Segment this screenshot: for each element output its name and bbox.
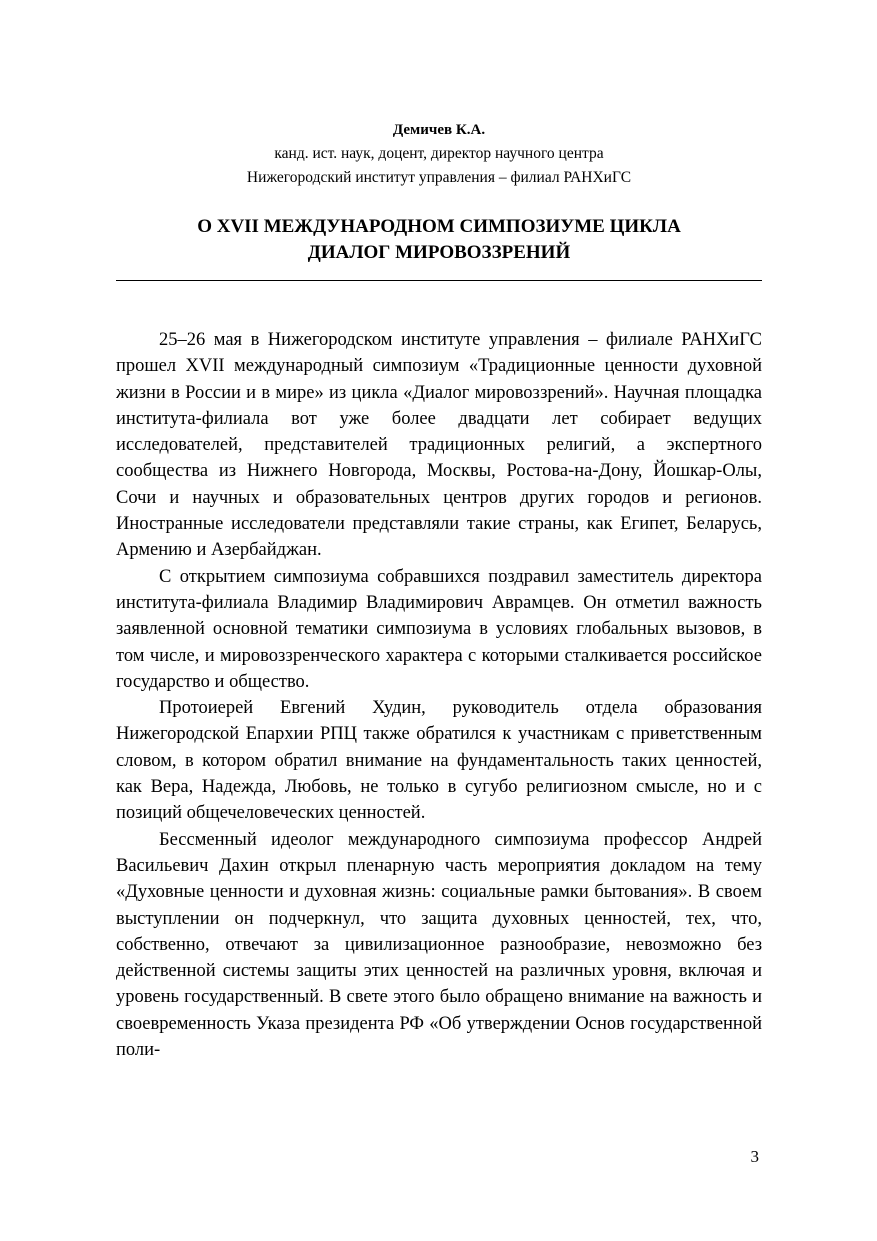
article-title bbox=[116, 214, 762, 266]
article-header bbox=[116, 118, 762, 190]
article-title-line-1: О XVII МЕЖДУНАРОДНОМ СИМПОЗИУМЕ ЦИКЛА bbox=[197, 216, 681, 237]
author-institution: Нижегородский институт управления – филиал РАНХиГС bbox=[246, 169, 632, 186]
author-name: Демичев К.А. bbox=[392, 122, 486, 138]
body-paragraph-2: С открытием симпозиума собравшихся поздравил заместитель директора института-филиала Владимир Владимирович Аврамцев. Он отметил важность заявленной основной тематики симпозиума в условиях глобальных вызовов, в том числе, и мировоззренческого характера с которыми сталкивается российское государство и общество. bbox=[116, 566, 762, 692]
body-paragraph-1: 25–26 мая в Нижегородском институте управления – филиале РАНХиГС прошел XVII международный симпозиум «Традиционные ценности духовной жизни в России и в мире» из цикла «Диалог мировоззрений». Научная площадка института-филиала вот уже более двадцати лет собирает ведущих исследователей, представителей традиционных религий, а экспертного сообщества из Нижнего Новгорода, Москвы, Ростова-на-Дону, Йошкар-Олы, Сочи и научных и образовательных центров других городов и регионов. Иностранные исследователи представляли такие страны, как Египет, Беларусь, Армению и Азербайджан. bbox=[116, 330, 762, 561]
title-divider bbox=[116, 280, 762, 281]
author-position: канд. ист. наук, доцент, директор научного центра bbox=[274, 145, 604, 162]
page-number: 3 bbox=[750, 1147, 759, 1166]
article-title-line-2: ДИАЛОГ МИРОВОЗЗРЕНИЙ bbox=[307, 242, 571, 263]
body-paragraph-3: Протоиерей Евгений Худин, руководитель отдела образования Нижегородской Епархии РПЦ также обратился к участникам с приветственным словом, в котором обратил внимание на фундаментальность таких ценностей, как Вера, Надежда, Любовь, не только в сугубо религиозном смысле, но и с позиций общечеловеческих ценностей. bbox=[116, 698, 762, 824]
article-body bbox=[116, 327, 762, 1063]
body-paragraph-4: Бессменный идеолог международного симпозиума профессор Андрей Васильевич Дахин открыл пленарную часть мероприятия доклaдом на тему «Духовные ценности и духовная жизнь: социальные рамки бытования». В своем выступлении он подчеркнул, что защита духовных ценностей, тех, что, собственно, отвечают за цивилизационное разнообразие, невозможно без действенной системы защиты этих ценностей на различных уровня, включая и уровень государственный. В свете этого было обращено внимание на важность и своевременность Указа президента РФ «Об утверждении Основ государственной поли- bbox=[116, 829, 762, 1061]
